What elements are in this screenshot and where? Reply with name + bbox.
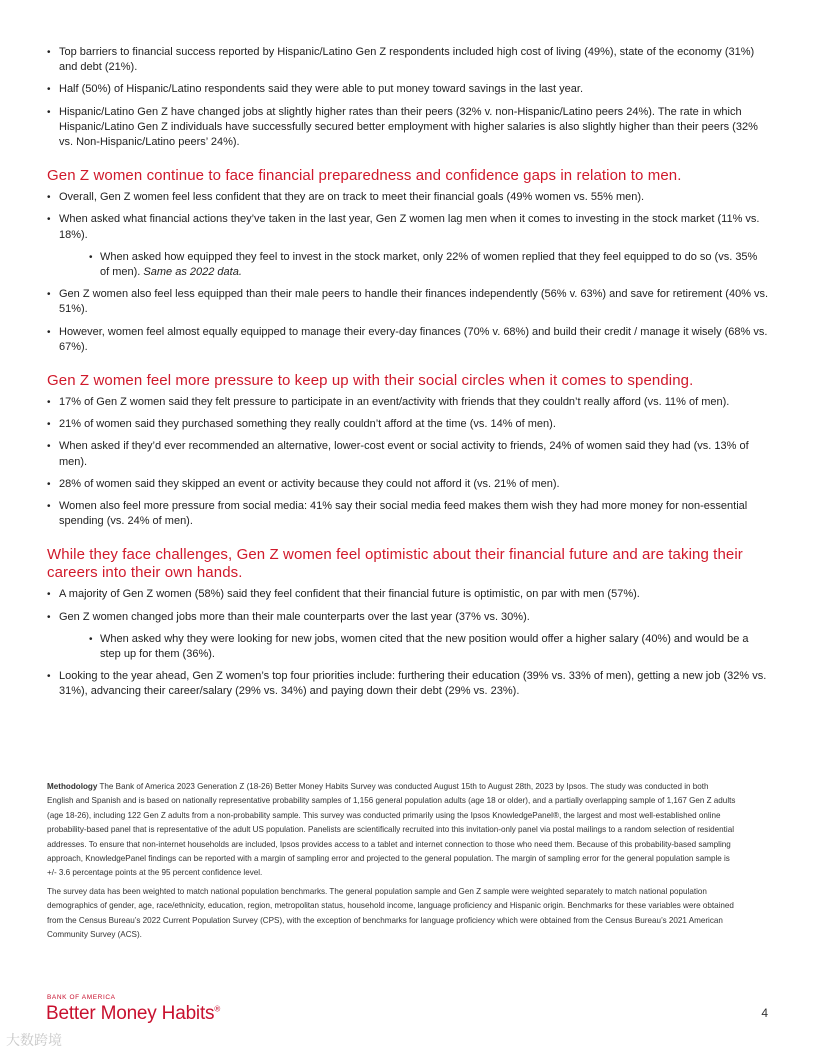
list-item: • Hispanic/Latino Gen Z have changed jobs at slightly higher rates than their peers (32% v. non-Hispanic/Latino peers 24%). The rate in which Hispanic/Latino Gen Z individuals have successfully secured better employment with higher salaries is also slightly higher than their peers (32% vs. Non-Hispanic/Latino peers’ 24%). <box>47 105 769 151</box>
list-item: • 17% of Gen Z women said they felt pressure to participate in an event/activity with friends that they couldn’t really afford (vs. 11% of men). <box>47 395 769 410</box>
list-item: • Half (50%) of Hispanic/Latino respondents said they were able to put money toward savings in the last year. <box>47 82 769 97</box>
section-heading: Gen Z women feel more pressure to keep up with their social circles when it comes to spending. <box>47 372 694 390</box>
brand-small-label: BANK OF AMERICA <box>47 994 116 1001</box>
list-item: • Looking to the year ahead, Gen Z women’s top four priorities include: furthering their education (39% vs. 33% of men), getting a new job (32% vs. 31%), advancing their career/salary (29% vs. 34%) and paying down their debt (29% vs. 23%). <box>47 669 769 699</box>
section-heading: While they face challenges, Gen Z women feel optimistic about their financial future and are taking their careers into their own hands. <box>47 546 743 582</box>
brand-logo <box>46 1003 220 1025</box>
bullet-list <box>47 190 769 355</box>
list-item: • When asked if they’d ever recommended an alternative, lower-cost event or social activity to friends, 24% of women said they had (vs. 13% of men). <box>47 439 769 469</box>
page-number: 4 <box>761 1006 768 1020</box>
watermark: 大数跨境 <box>6 1032 62 1048</box>
list-item: • Overall, Gen Z women feel less confident that they are on track to meet their financial goals (49% women vs. 55% men). <box>47 190 769 205</box>
methodology-text: The Bank of America 2023 Generation Z (18-26) Better Money Habits Survey was conducted August 15th to August 28th, 2023 by Ipsos. The study was conducted in both English and Spanish and is based on nationally representative probability samples of 1,156 general population adults (age 18 or older), and a partially overlapping sample of 1,167 Gen Z adults (age 18-26), including 122 Gen Z adults from a non-probability sample. This survey was conducted primarily using the Ipsos KnowledgePanel®, the largest and most well-established online probability-based panel that is representative of the adult US population. Panelists are scientifically recruited into this invitation-only panel via postal mailings to a random selection of residential addresses. To ensure that non-internet households are included, Ipsos provides access to a tablet and internet connection to those who need them. Because of this probability-based sampling approach, KnowledgePanel findings can be reported with a margin of sampling error and projected to the general population. The margin of sampling error for the general population sample is +/- 3.6 percentage points at the 95 percent confidence level. <box>47 782 736 878</box>
bullet-list <box>47 395 769 529</box>
list-item: • However, women feel almost equally equipped to manage their every-day finances (70% v. 68%) and build their credit / manage it wisely (68% vs. 67%). <box>47 325 769 355</box>
section-optimism <box>47 546 769 699</box>
intro-bullet-list <box>47 45 769 150</box>
document-body <box>47 45 769 707</box>
brand-name: Better Money Habits <box>46 1003 215 1024</box>
list-item: • Gen Z women also feel less equipped than their male peers to handle their finances independently (56% v. 63%) and save for retirement (40% vs. 51%). <box>47 287 769 317</box>
methodology-label: Methodology <box>47 782 98 791</box>
section-heading: Gen Z women continue to face financial preparedness and confidence gaps in relation to men. <box>47 167 682 185</box>
list-item: • 28% of women said they skipped an event or activity because they could not afford it (vs. 21% of men). <box>47 477 769 492</box>
registered-mark: ® <box>214 1004 221 1014</box>
weighting-paragraph: The survey data has been weighted to match national population benchmarks. The general population sample and Gen Z sample were weighted separately to match national population demographics of gender, age, race/ethnicity, education, region, metropolitan status, household income, language proficiency and Hispanic origin. Benchmarks for these variables were obtained from the Census Bureau’s 2022 Current Population Survey (CPS), with the exception of benchmarks for language proficiency which were obtained from the Census Bureau’s 2021 American Community Survey (ACS). <box>47 886 734 940</box>
list-item: • When asked what financial actions they’ve taken in the last year, Gen Z women lag men when it comes to investing in the stock market (11% vs. 18%). <box>47 212 769 242</box>
list-item: • Gen Z women changed jobs more than their male counterparts over the last year (37% vs. 30%). <box>47 610 769 625</box>
list-item: • 21% of women said they purchased something they really couldn’t afford at the time (vs. 14% of men). <box>47 417 769 432</box>
list-item: • A majority of Gen Z women (58%) said they feel confident that their financial future is optimistic, on par with men (57%). <box>47 587 769 602</box>
methodology-paragraph <box>47 780 737 881</box>
sub-list-item <box>89 250 769 280</box>
sub-item-text: When asked how equipped they feel to invest in the stock market, only 22% of women replied that they feel equipped to do so (vs. 35% of men). <box>100 250 758 279</box>
list-item: • Top barriers to financial success reported by Hispanic/Latino Gen Z respondents included high cost of living (49%), state of the economy (31%) and debt (21%). <box>47 45 769 75</box>
section-confidence-gaps <box>47 167 769 355</box>
section-social-pressure <box>47 372 769 529</box>
methodology-section <box>47 780 737 946</box>
sub-list-item: • When asked why they were looking for new jobs, women cited that the new position would offer a higher salary (40%) and would be a step up for them (36%). <box>89 632 769 662</box>
bullet-list <box>47 587 769 699</box>
sub-item-note: Same as 2022 data. <box>143 266 242 279</box>
list-item: • Women also feel more pressure from social media: 41% say their social media feed makes them wish they had more money for non-essential spending (vs. 24% of men). <box>47 499 769 529</box>
